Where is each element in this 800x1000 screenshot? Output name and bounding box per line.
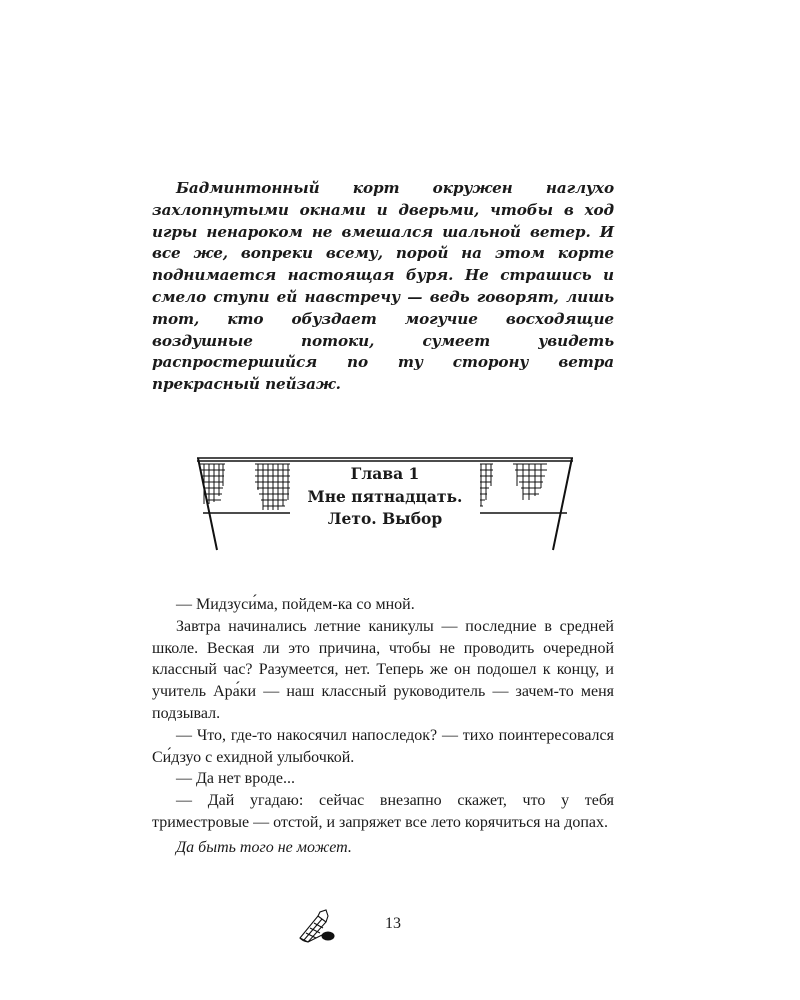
chapter-number: Глава 1 — [350, 464, 420, 483]
paragraph: Завтра начинались летние каникулы — последние в средней школе. Веская ли это причина, чтобы не проводить очередной классный час? Разумеется, нет. Теперь же он подошел к концу, и учитель Ара́ки — наш классный руководитель — зачем-то меня подзывал. — [152, 617, 614, 722]
paragraph: — Дай угадаю: сейчас внезапно скажет, что у тебя триместровые — отстой, и запряжет все лето корячиться на допах. — [152, 792, 614, 831]
paragraph: — Мидзуси́ма, пойдем-ка со мной. — [176, 596, 415, 613]
chapter-heading — [290, 463, 480, 531]
paragraph: — Что, где-то накосячил напоследок? — тихо поинтересовался Си́дзуо с ехидной улыбочкой. — [152, 726, 614, 766]
epigraph: Бадминтонный корт окружен наглухо захлопнутыми окнами и дверьми, чтобы в ход игры ненароком не вмешался шальной ветер. И все же, вопреки всему, порой на этом корте поднимается настоящая буря. Не страшись и смело ступи ей навстречу — ведь говорят, лишь тот, кто обуздает могучие восходящие воздушные потоки, сумеет увидеть распростершийся по ту сторону ветра прекрасный пейзаж. — [152, 179, 614, 394]
chapter-title-line-2: Лето. Выбор — [327, 509, 443, 528]
paragraph: — Да нет вроде... — [176, 770, 296, 788]
page-number: 13 — [385, 915, 401, 932]
chapter-title-line-1: Мне пятнадцать. — [307, 486, 463, 506]
shuttlecock-icon — [296, 908, 336, 944]
italic-paragraph: Да быть того не может. — [176, 838, 352, 856]
chapter-body — [152, 594, 614, 859]
